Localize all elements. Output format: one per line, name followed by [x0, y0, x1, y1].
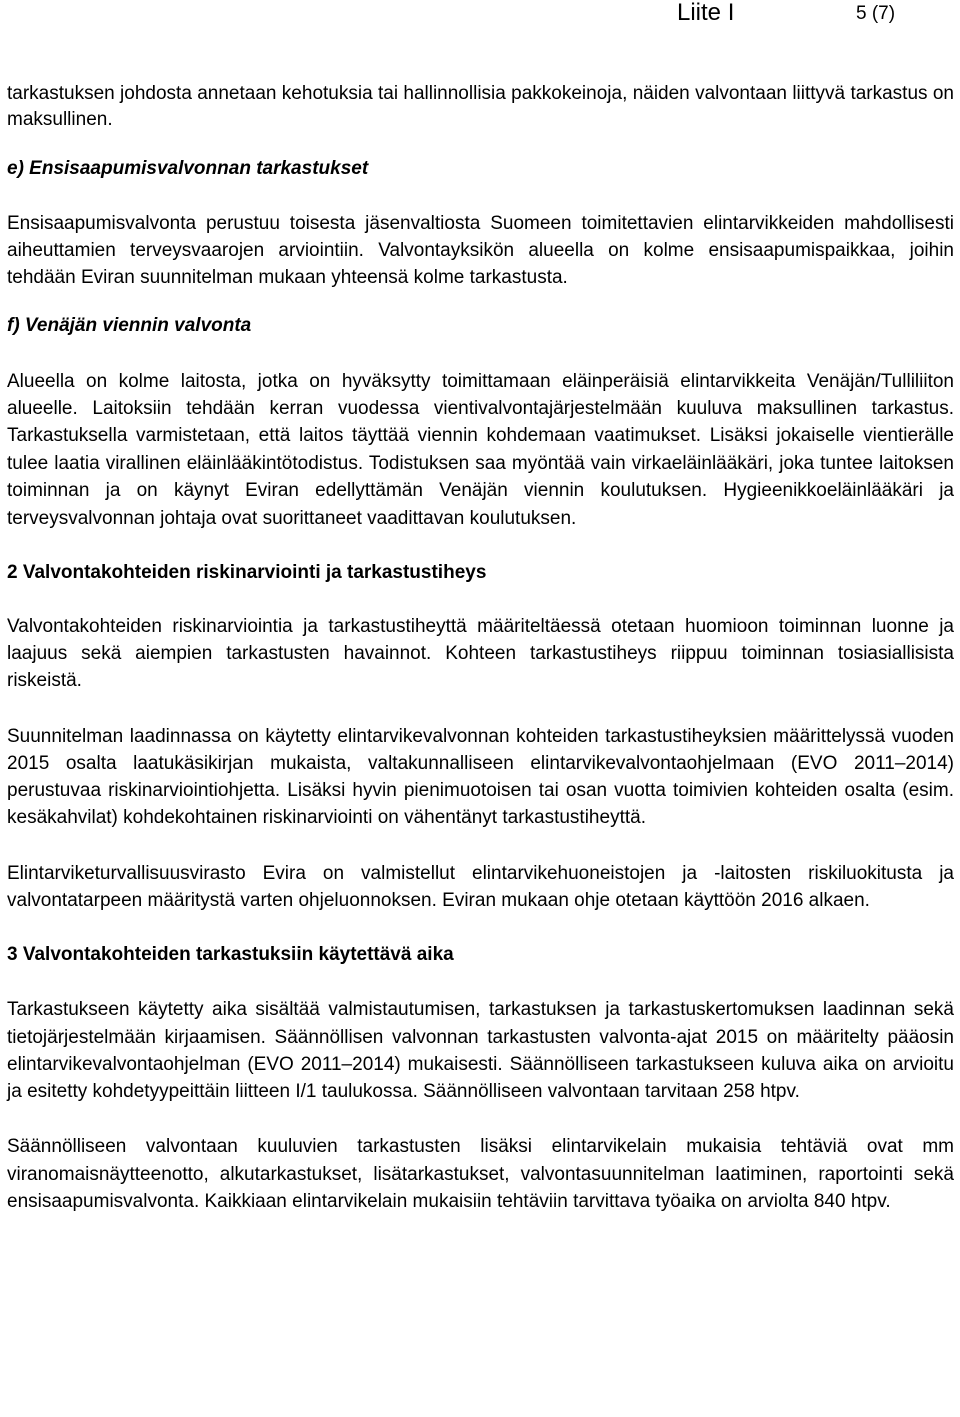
heading-3: 3 Valvontakohteiden tarkastuksiin käytettävä aika [7, 944, 454, 966]
paragraph-2c: Elintarviketurvallisuusvirasto Evira on valmistellut elintarvikehuoneistojen ja -laitosten riskiluokitusta ja valvontatarpeen määritystä varten ohjeluonnoksen. Eviran mukaan ohje otetaan käyttöön 2016 alkaen. [7, 862, 954, 911]
appendix-label: Liite I [677, 0, 735, 26]
paragraph-2a: Valvontakohteiden riskinarviointia ja tarkastustiheyttä määriteltäessä otetaan huomioon toiminnan luonne ja laajuus sekä aiempien tarkastusten havainnot. Kohteen tarkastustiheys riippuu toiminnan tosiasiallisista riskeistä. [7, 616, 954, 692]
paragraph-3b: Säännölliseen valvontaan kuuluvien tarkastusten lisäksi elintarvikelain mukaisia tehtäviä ovat mm viranomaisnäytteenotto, alkutarkastukset, lisätarkastukset, valvontasuunnitelman laatiminen, raportointi sekä ensisaapumisvalvonta. Kaikkiaan elintarvikelain mukaisiin tehtäviin tarvittava työaika on arviolta 840 htpv. [7, 1136, 954, 1213]
heading-f: f) Venäjän viennin valvonta [7, 315, 252, 337]
paragraph-f: Alueella on kolme laitosta, jotka on hyväksytty toimittamaan eläinperäisiä elintarvikkeita Venäjän/Tulliliiton alueelle. Laitoksiin tehdään kerran vuodessa vientivalvontajärjestelmään kuuluva maksullinen tarkastus. Tarkastuksella varmistetaan, että laitos täyttää viennin kohdemaan vaatimukset. Lisäksi jokaiselle vientierälle tulee laatia virallinen eläinlääkintötodistus. Todistuksen saa myöntää vain virkaeläinlääkäri, joka tuntee laitoksen toiminnan ja on käynyt Eviran edellyttämän Venäjän viennin koulutuksen. Hygieenikkoeläinlääkäri ja terveysvalvonnan johtaja ovat suorittaneet vaadittavan koulutuksen. [7, 370, 954, 529]
paragraph-intro: tarkastuksen johdosta annetaan kehotuksia tai hallinnollisia pakkokeinoja, näiden valvontaan liittyvä tarkastus on maksullinen. [7, 83, 954, 131]
page-number: 5 (7) [856, 3, 896, 24]
paragraph-e: Ensisaapumisvalvonta perustuu toisesta jäsenvaltiosta Suomeen toimitettavien elintarvikkeiden mahdollisesti aiheuttamien terveysvaarojen arviointiin. Valvontayksikön alueella on kolme ensisaapumispaikkaa, joihin tehdään Eviran suunnitelman mukaan yhteensä kolme tarkastusta. [7, 213, 954, 289]
paragraph-3a: Tarkastukseen käytetty aika sisältää valmistautumisen, tarkastuksen ja tarkastuskertomuksen laadinnan sekä tietojärjestelmään kirjaamisen. Säännöllisen valvonnan tarkastusten valvonta-ajat 2015 on määritelty pääosin elintarvikevalvontaohjelman (EVO 2011–2014) mukaisesti. Säännölliseen tarkastukseen kuluva aika on arvioitu ja esitetty kohdetyypeittäin liitteen I/1 taulukossa. Säännölliseen valvontaan tarvitaan 258 htpv. [7, 999, 954, 1103]
heading-2: 2 Valvontakohteiden riskinarviointi ja tarkastustiheys [7, 562, 487, 584]
page-header [0, 0, 960, 30]
paragraph-2b: Suunnitelman laadinnassa on käytetty elintarvikevalvonnan kohteiden tarkastustiheyksien määrittelyssä vuoden 2015 osalta laatukäsikirjan mukaista, valtakunnalliseen elintarvikevalvontaohjelmaan (EVO 2011–2014) perustuvaa riskinarviointiohjetta. Lisäksi hyvin pienimuotoisen tai osan vuotta toimivien kohteiden osalta (esim. kesäkahvilat) kohdekohtainen riskinarviointi on vähentänyt tarkastustiheyttä. [7, 725, 954, 829]
document-body [7, 81, 954, 1216]
heading-e: e) Ensisaapumisvalvonnan tarkastukset [7, 157, 369, 179]
